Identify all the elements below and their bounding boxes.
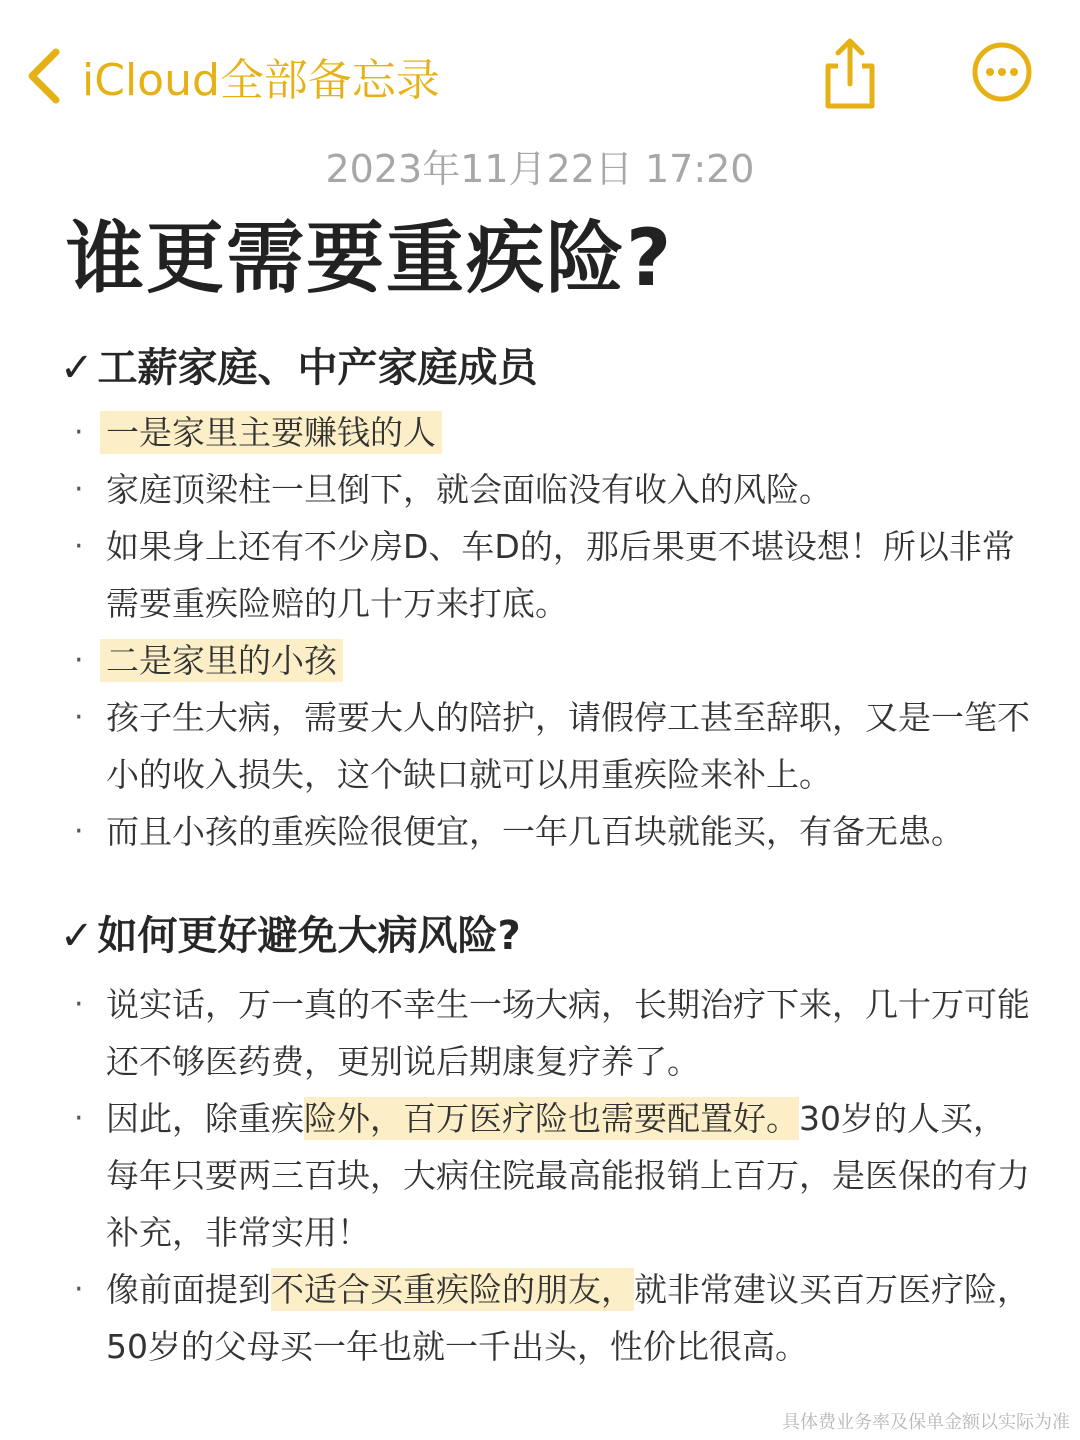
list-item-text: 而且小孩的重疾险很便宜，一年几百块就能买，有备无患。 xyxy=(106,812,964,851)
list-item-text-pre: 像前面提到 xyxy=(106,1270,271,1309)
list-item[interactable] xyxy=(70,689,1030,803)
back-button[interactable] xyxy=(24,40,440,112)
highlighted-text: 不适合买重疾险的朋友， xyxy=(271,1270,634,1309)
bullet-icon: · xyxy=(74,529,84,564)
bullet-icon: · xyxy=(74,1101,84,1136)
list-item-text: 说实话，万一真的不幸生一场大病，长期治疗下来，几十万可能还不够医药费，更别说后期康复疗养了。 xyxy=(106,985,1030,1081)
section-heading-text: 如何更好避免大病风险? xyxy=(97,913,521,959)
section-heading-2 xyxy=(60,904,521,961)
note-title[interactable]: 谁更需要重疾险? xyxy=(66,214,674,304)
section-1-list xyxy=(70,404,1030,860)
list-item[interactable] xyxy=(70,632,1030,689)
list-item-text: 家庭顶梁柱一旦倒下，就会面临没有收入的风险。 xyxy=(106,470,832,509)
bullet-icon: · xyxy=(74,814,84,849)
bullet-icon: · xyxy=(74,643,84,678)
share-button[interactable] xyxy=(818,36,882,112)
checkmark-icon: ✓ xyxy=(60,345,94,391)
checkmark-icon: ✓ xyxy=(60,913,94,959)
list-item[interactable] xyxy=(70,404,1030,461)
list-item[interactable] xyxy=(70,1090,1030,1261)
back-label: iCloud全部备忘录 xyxy=(82,55,440,106)
list-item-text-pre: 因此，除重疾 xyxy=(106,1099,304,1138)
list-item[interactable] xyxy=(70,976,1030,1090)
bullet-icon: · xyxy=(74,700,84,735)
section-heading-text: 工薪家庭、中产家庭成员 xyxy=(97,345,538,391)
list-item[interactable] xyxy=(70,518,1030,632)
bullet-icon: · xyxy=(74,1272,84,1307)
bullet-icon: · xyxy=(74,415,84,450)
share-icon xyxy=(818,36,882,112)
list-item[interactable] xyxy=(70,803,1030,860)
footnote-disclaimer: 具体费业务率及保单金额以实际为准 xyxy=(782,1412,1070,1433)
highlighted-text: 一是家里主要赚钱的人 xyxy=(100,411,442,454)
section-heading-1 xyxy=(60,336,538,393)
note-timestamp: 2023年11月22日 17:20 xyxy=(325,147,755,191)
navigation-bar xyxy=(0,36,1080,116)
list-item-text-post: 30岁的人买，每年只要两三百块，大病住院最高能报销上百万，是医保的有力补充，非常实用！ xyxy=(106,1099,1030,1252)
list-item-text-post: 就非常建议买百万医疗险，50岁的父母买一年也就一千出头，性价比很高。 xyxy=(106,1270,1030,1366)
list-item-text: 孩子生大病，需要大人的陪护，请假停工甚至辞职，又是一笔不小的收入损失，这个缺口就可以用重疾险来补上。 xyxy=(106,698,1030,794)
list-item[interactable] xyxy=(70,1261,1030,1375)
more-icon xyxy=(970,40,1034,104)
more-button[interactable] xyxy=(970,40,1034,104)
bullet-icon: · xyxy=(74,472,84,507)
bullet-icon: · xyxy=(74,987,84,1022)
highlighted-text: 二是家里的小孩 xyxy=(100,639,343,682)
list-item-text: 如果身上还有不少房D、车D的，那后果更不堪设想！所以非常需要重疾险赔的几十万来打底。 xyxy=(106,527,1015,623)
chevron-left-icon xyxy=(24,46,64,106)
list-item[interactable] xyxy=(70,461,1030,518)
highlighted-text: 险外，百万医疗险也需要配置好。 xyxy=(304,1099,799,1138)
section-2-list xyxy=(70,976,1030,1375)
